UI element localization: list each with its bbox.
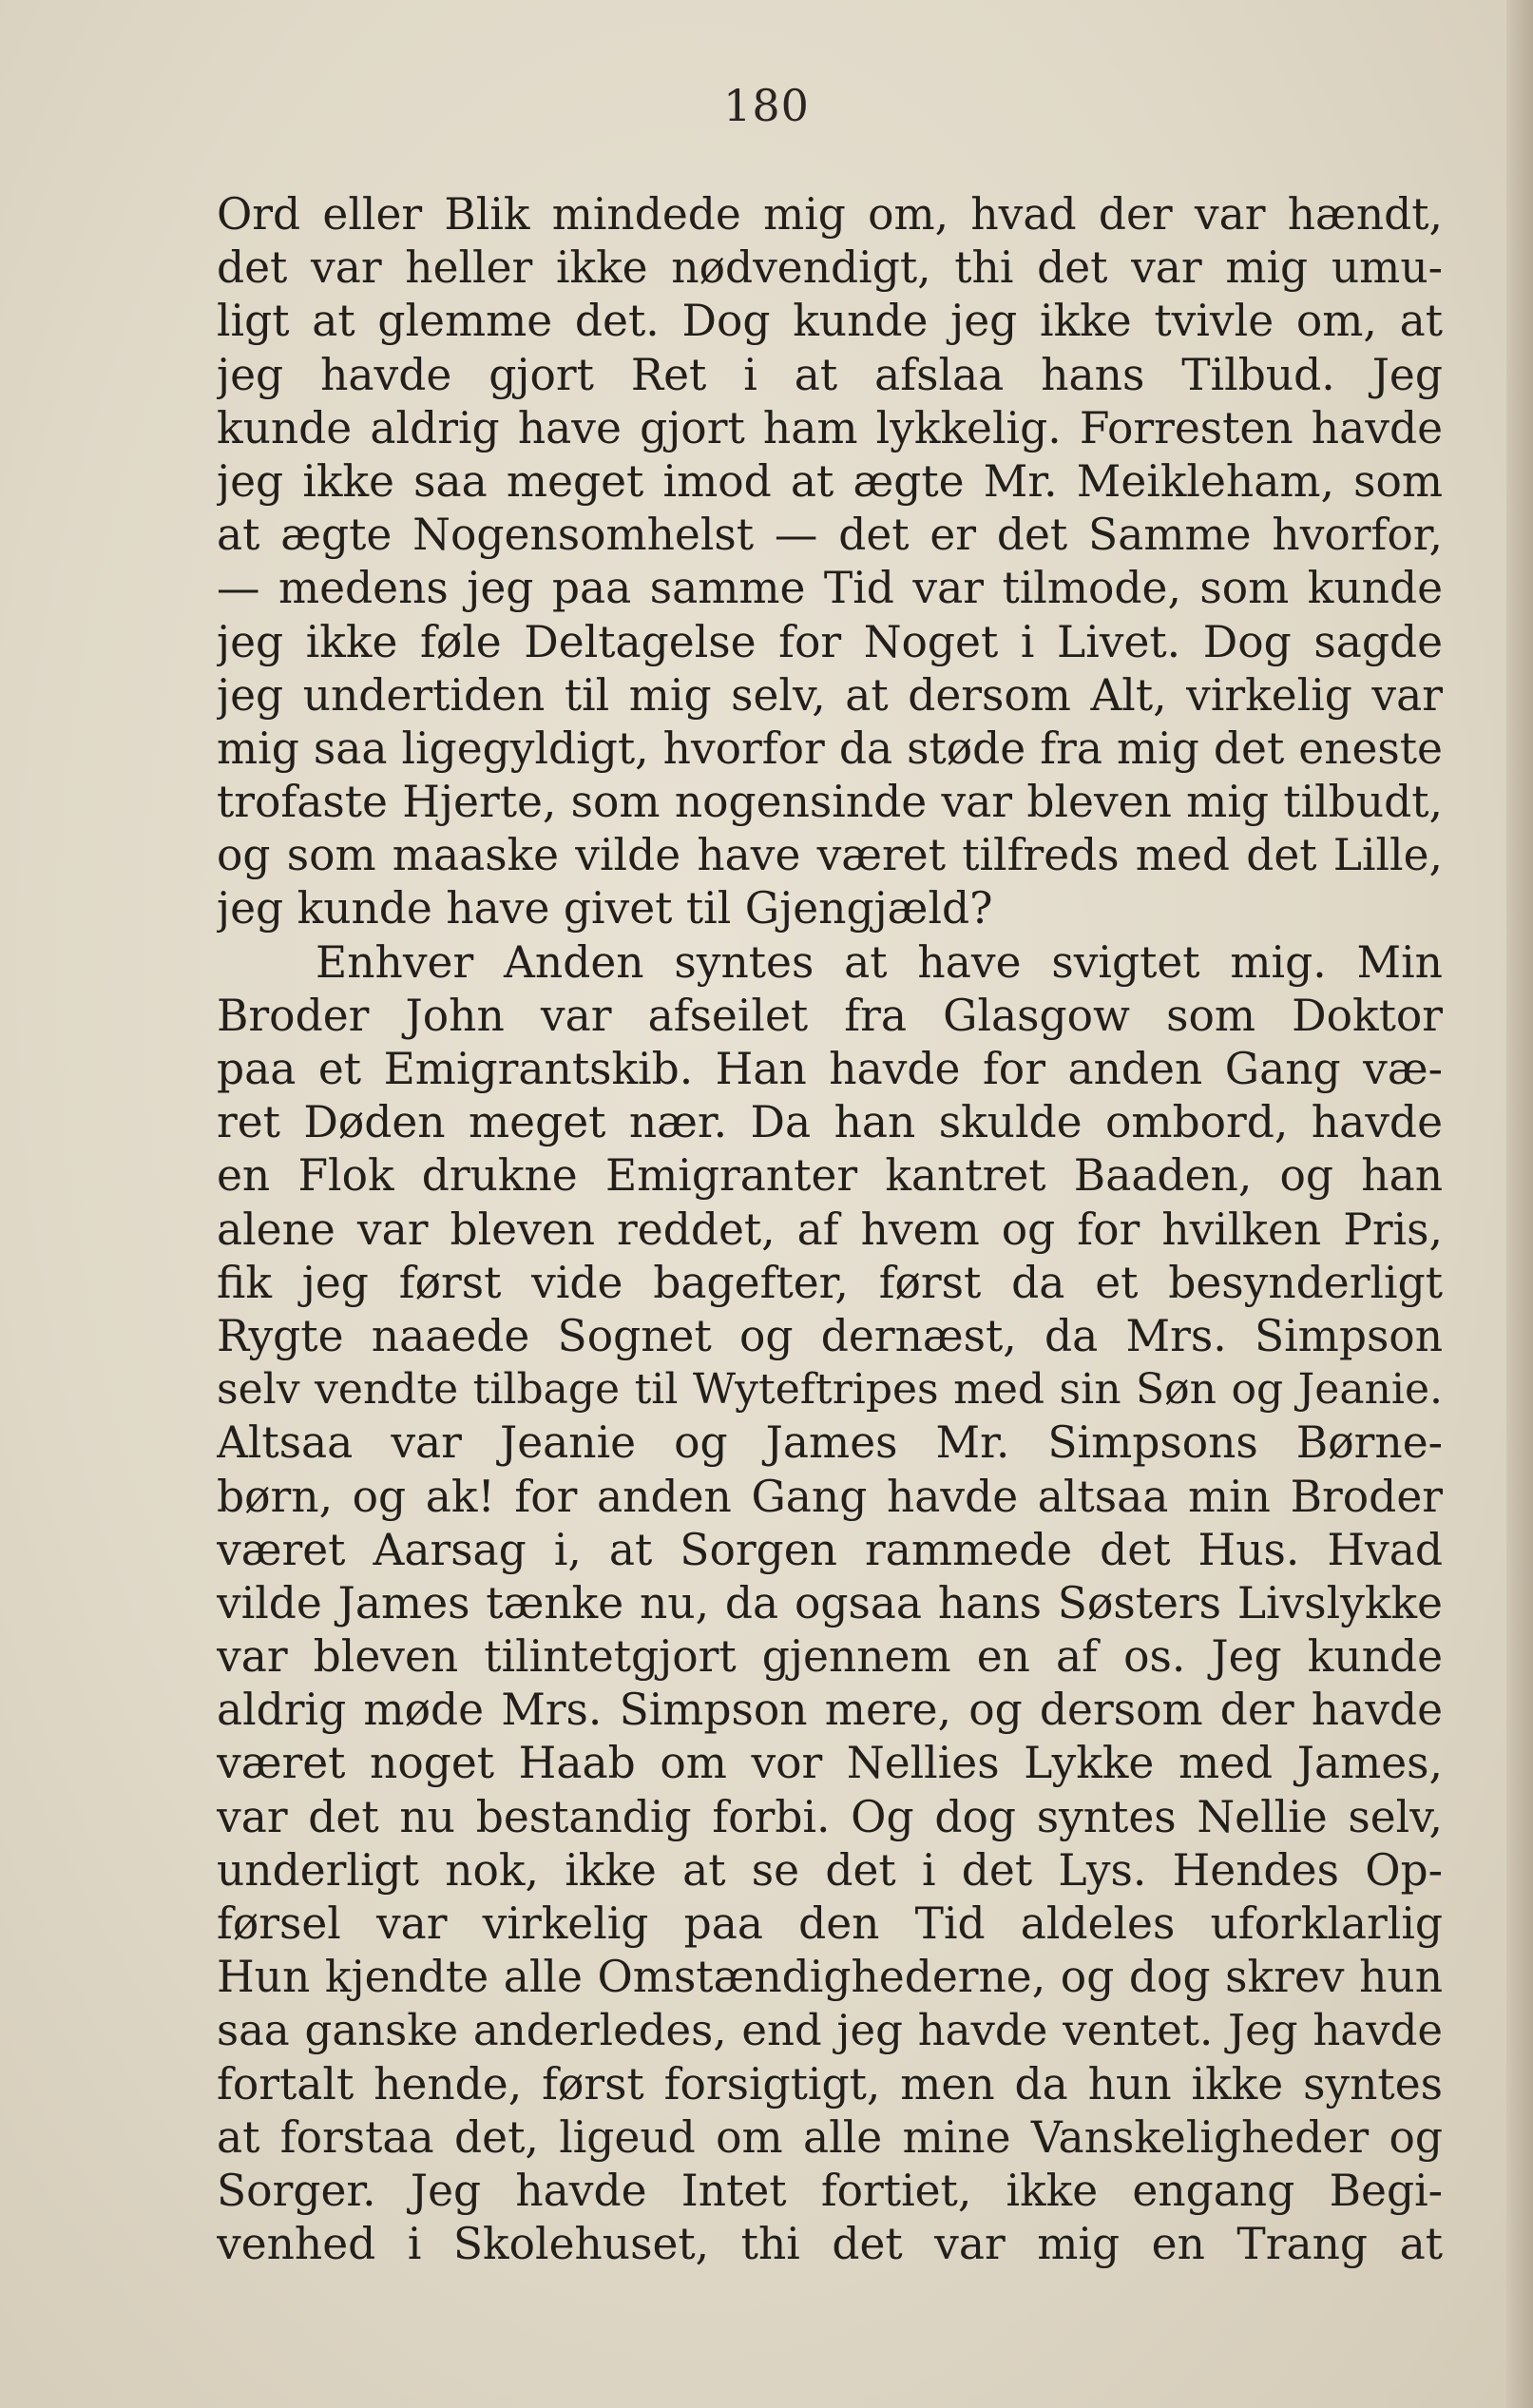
text-line: at ægte Nogensomhelst — det er det Samme hvorfor, <box>217 510 1443 561</box>
text-line: jeg kunde have givet til Gjengjæld? <box>217 883 993 934</box>
text-line: jeg havde gjort Ret i at afslaa hans Tilbud. Jeg <box>217 349 1443 400</box>
text-line: og som maaske vilde have været tilfreds med det Lille, <box>217 830 1443 881</box>
text-line: saa ganske anderledes, end jeg havde ventet. Jeg havde <box>217 2005 1443 2056</box>
text-line: var bleven tilintetgjort gjennem en af os. Jeg kunde <box>217 1631 1443 1683</box>
text-line: fik jeg først vide bagefter, først da et besynderligt <box>217 1257 1443 1308</box>
text-line: var det nu bestandig forbi. Og dog syntes Nellie selv, <box>217 1791 1443 1842</box>
text-line: børn, og ak! for anden Gang havde altsaa min Broder <box>217 1471 1443 1522</box>
text-line: Hun kjendte alle Omstændighederne, og dog skrev hun <box>217 1952 1443 2003</box>
text-line: jeg ikke saa meget imod at ægte Mr. Meikleham, som <box>217 455 1443 507</box>
text-line: ligt at glemme det. Dog kunde jeg ikke tvivle om, at <box>217 296 1443 347</box>
text-line: aldrig møde Mrs. Simpson mere, og dersom der havde <box>217 1685 1443 1736</box>
text-line: jeg undertiden til mig selv, at dersom Alt, virkelig var <box>217 669 1443 721</box>
text-line: en Flok drukne Emigranter kantret Baaden, og han <box>217 1150 1443 1202</box>
text-line: Enhver Anden syntes at have svigtet mig. Min <box>316 936 1443 988</box>
text-line: selv vendte tilbage til Wyteftripes med sin Søn og Jeanie. <box>217 1365 1443 1415</box>
text-line: mig saa ligegyldigt, hvorfor da støde fra mig det eneste <box>217 722 1443 774</box>
text-line: vilde James tænke nu, da ogsaa hans Søsters Livslykke <box>217 1577 1443 1628</box>
text-line: Broder John var afseilet fra Glasgow som Doktor <box>217 990 1443 1041</box>
text-line: kunde aldrig have gjort ham lykkelig. Forresten havde <box>217 402 1443 453</box>
text-line: trofaste Hjerte, som nogensinde var bleven mig tilbudt, <box>217 777 1443 828</box>
text-line: det var heller ikke nødvendigt, thi det var mig umu- <box>217 242 1443 294</box>
text-line: alene var bleven reddet, af hvem og for hvilken Pris, <box>217 1204 1443 1255</box>
text-line: Sorger. Jeg havde Intet fortiet, ikke engang Begi- <box>217 2165 1443 2216</box>
text-line: førsel var virkelig paa den Tid aldeles uforklarlig <box>217 1898 1443 1949</box>
text-line: været noget Haab om vor Nellies Lykke med James, <box>217 1738 1443 1789</box>
page-edge-shadow <box>1506 0 1533 2408</box>
text-line: paa et Emigrantskib. Han havde for anden Gang væ- <box>217 1044 1443 1094</box>
text-line: været Aarsag i, at Sorgen rammede det Hus. Hvad <box>217 1524 1443 1575</box>
page-number: 180 <box>723 80 810 131</box>
text-line: venhed i Skolehuset, thi det var mig en Trang at <box>217 2219 1443 2270</box>
text-line: Ord eller Blik mindede mig om, hvad der var hændt, <box>217 189 1443 240</box>
text-line: underligt nok, ikke at se det i det Lys. Hendes Op- <box>217 1844 1443 1896</box>
text-line: at forstaa det, ligeud om alle mine Vanskeligheder og <box>217 2111 1443 2163</box>
text-line: ret Døden meget nær. Da han skulde ombord, havde <box>217 1097 1443 1148</box>
text-line: jeg ikke føle Deltagelse for Noget i Livet. Dog sagde <box>217 616 1443 667</box>
text-line: fortalt hende, først forsigtigt, men da hun ikke syntes <box>217 2058 1443 2109</box>
text-line: Altsaa var Jeanie og James Mr. Simpsons Børne- <box>217 1417 1443 1469</box>
text-line: — medens jeg paa samme Tid var tilmode, som kunde <box>217 563 1443 614</box>
body-text <box>217 188 1443 2271</box>
text-line: Rygte naaede Sognet og dernæst, da Mrs. Simpson <box>217 1310 1443 1361</box>
